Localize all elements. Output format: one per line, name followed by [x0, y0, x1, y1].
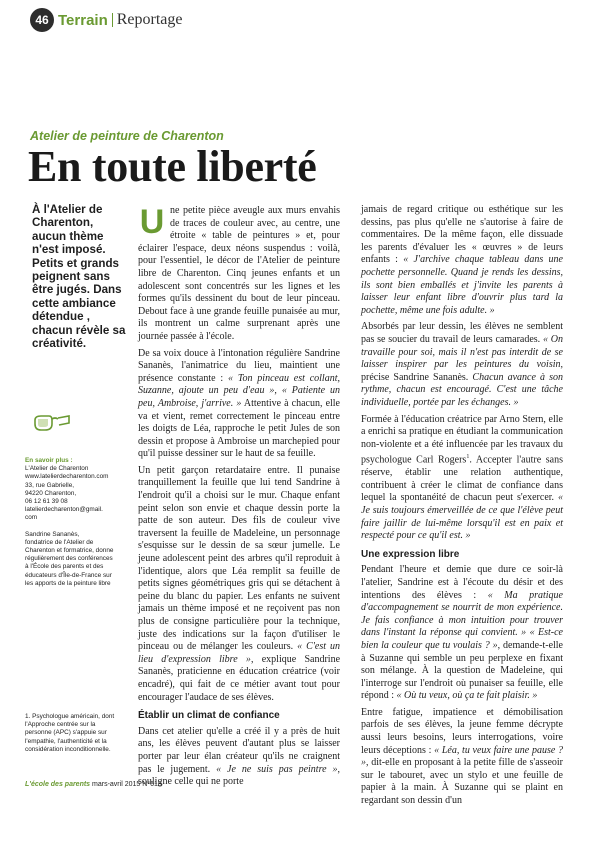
- footnote: [25, 713, 137, 754]
- info-box: [25, 457, 137, 588]
- magazine-name: L'école des parents: [25, 781, 91, 788]
- paragraph: Dans cet atelier qu'elle a créé il y a près de huit ans, les élèves peuvent d'autant plus se laisser porter par leur élan créateur qu'ils ne craignent pas le jugement. « Je ne suis pas peintre », souligne celle qui ne porte: [138, 725, 340, 788]
- paragraph: ne petite pièce aveugle aux murs envahis de traces de couleur avec, au centre, une étroite « table de peintures » et, pour éclairer l'espace, deux néons suspendus : voilà, pour l'essentiel, le décor de l'Atelier de peinture libre de Charenton. Cinq jeunes enfants et un adolescent sont concentrés sur les lignes et les formes qu'ils dessinent du bout de leur pinceau. Debout face à une grande feuille punaisée au mur, ils montrent un calme surprenant après une journée passée à l'école.: [138, 205, 340, 342]
- subheading: Une expression libre: [361, 548, 460, 560]
- info-bio: Sandrine Sananès, fondatrice de l'Atelier de Charenton et formatrice, donne régulièrement des conférences à l'École des parents et des éducateurs d'Île-de-France sur les apports de la peinture libre: [25, 530, 114, 587]
- article-column-2: [361, 204, 563, 812]
- drop-cap: U: [139, 203, 165, 241]
- page-header: [30, 8, 183, 32]
- info-title: En savoir plus :: [25, 457, 73, 464]
- section-divider: [112, 13, 113, 27]
- paragraph: De sa voix douce à l'intonation régulière Sandrine Sananès, l'animatrice du lieu, maintient une présence constante : « Ton pinceau est collant, Suzanne, ajoute un peu d'eau », « Patiente un peu, Ambroise, j'arrive. » Attentive à chacun, elle va et vient, remet correctement le pinceau entre les doigts de Léa, rapproche le petit Jules de son dessin et propose à Ambroise un marchepied pour qu'il puisse dessiner sur le haut de sa feuille.: [138, 347, 340, 460]
- article-lead: À l'Atelier de Charenton, aucun thème n'est imposé. Petits et grands peignent sans être jugés. Dans cette ambiance détendue , chacun révèle sa créativité.: [32, 203, 126, 351]
- subsection-name: Reportage: [116, 11, 183, 28]
- subheading: Établir un climat de confiance: [138, 710, 280, 722]
- paragraph: Entre fatigue, impatience et démobilisation parfois de ses élèves, la jeune femme décrypte aussi leurs besoins, leurs interrogations, voire leurs déceptions : « Léa, tu veux faire une pause ? », dit-elle en proposant à la petite fille de s'asseoir sur le tabouret, avec un stylo et une feuille de papier à la main. À Suzanne qui se plaint en regardant son dessin d'un: [361, 706, 563, 807]
- page-number-badge: 46: [30, 8, 54, 32]
- article-headline: En toute liberté: [28, 142, 317, 191]
- footnote-text: 1. Psychologue américain, dont l'Approche centrée sur la personne (APC) s'appuie sur l'empathie, l'authenticité et la considération inconditionnelle.: [25, 713, 115, 753]
- article-kicker: Atelier de peinture de Charenton: [30, 129, 224, 143]
- section-name: Terrain: [58, 11, 108, 29]
- paragraph: Pendant l'heure et demie que dure ce soir-là l'atelier, Sandrine est à l'écoute du désir et des intentions des élèves : « Ma pratique d'accompagnement se nourrit de mon expérience. Je fais confiance à mon intuition pour trouver dans l'instant la réponse qui convient. » « Est-ce bien la couleur que tu voulais ? », demande-t-elle à Suzanne qui semble un peu perplexe en fixant son mélange. À la question de Madeleine, qui l'interroge sur l'endroit où punaiser sa feuille, elle répond : « Où tu veux, où ça te fait plaisir. »: [361, 564, 563, 702]
- paragraph: Formée à l'éducation créatrice par Arno Stern, elle a enrichi sa pratique en étudiant la communication non-violente et a été influencée par les travaux du psychologue Carl Rogers$^1$. Accepter l'autre sans réserve, établir une relation authentique, contribuent à créer le climat de confiance dans lequel la spontanéité de chacun peut s'exercer. « Je suis toujours émerveillée de ce que l'élève peut faire jaillir de lui-même lorsqu'il est en paix et respecté pour ce qu'il est. »: [361, 413, 563, 542]
- paragraph: Un petit garçon retardataire entre. Il punaise tranquillement la feuille que lui tend Sandrine à l'endroit qu'il a choisi sur le mur. Chaque enfant peint selon son envie et chaque dessin porte la patte de son auteur. Des fils de couleur vive traversent la feuille de Madeleine, un personnage s'esquisse sur le dessin de sa sœur jumelle. Le jeune adolescent peint des arbres qu'il reproduit à l'identique, alors que Léa remplit sa feuille de petits signes géométriques gris qui se détachent à peine du blanc du papier. Les enfants ne suivent jamais un thème imposé et ne reçoivent pas non plus de consigne particulière pour la technique, juste des indications sur la façon d'utiliser le pinceau ou de mélanger les couleurs. « C'est un lieu d'expression libre », explique Sandrine Sananès, praticienne en éducation créatrice (voir encadré), qui fait de ce métier avant tout pour encourager l'audace de ses élèves.: [138, 464, 341, 703]
- glasses-icon: [33, 414, 71, 434]
- article-column-1: [138, 205, 340, 793]
- info-contact: L'Atelier de Charenton www.latelierdecharenton.com 33, rue Gabrielle, 94220 Charenton, 06 12 61 39 08 latelierdecharenton@gmail. com: [25, 465, 109, 522]
- paragraph: jamais de regard critique ou esthétique sur les dessins, pas plus qu'elle ne s'autorise à faire de commentaires. De la même façon, elle dissuade les parents d'évaluer les « œuvres » de leurs enfants : « J'archive chaque tableau dans une pochette personnelle. Quand je rends les dessins, ils sont bien emballés et j'invite les parents à laisser leur enfant libre d'ouvrir plus tard la pochette, même une fois adulte. »: [361, 204, 563, 316]
- paragraph: Absorbés par leur dessin, les élèves ne semblent pas se soucier du travail de leurs camarades. « On travaille pour soi, mais il n'est pas interdit de se laisser inspirer par les peintures du voisin, précise Sandrine Sananès. Chacun avance à son rythme, chacun est encouragé. C'est une tâche individuelle, portée par les échanges. »: [361, 321, 563, 408]
- issue-info: mars-avril 2015 N°613: [92, 781, 162, 788]
